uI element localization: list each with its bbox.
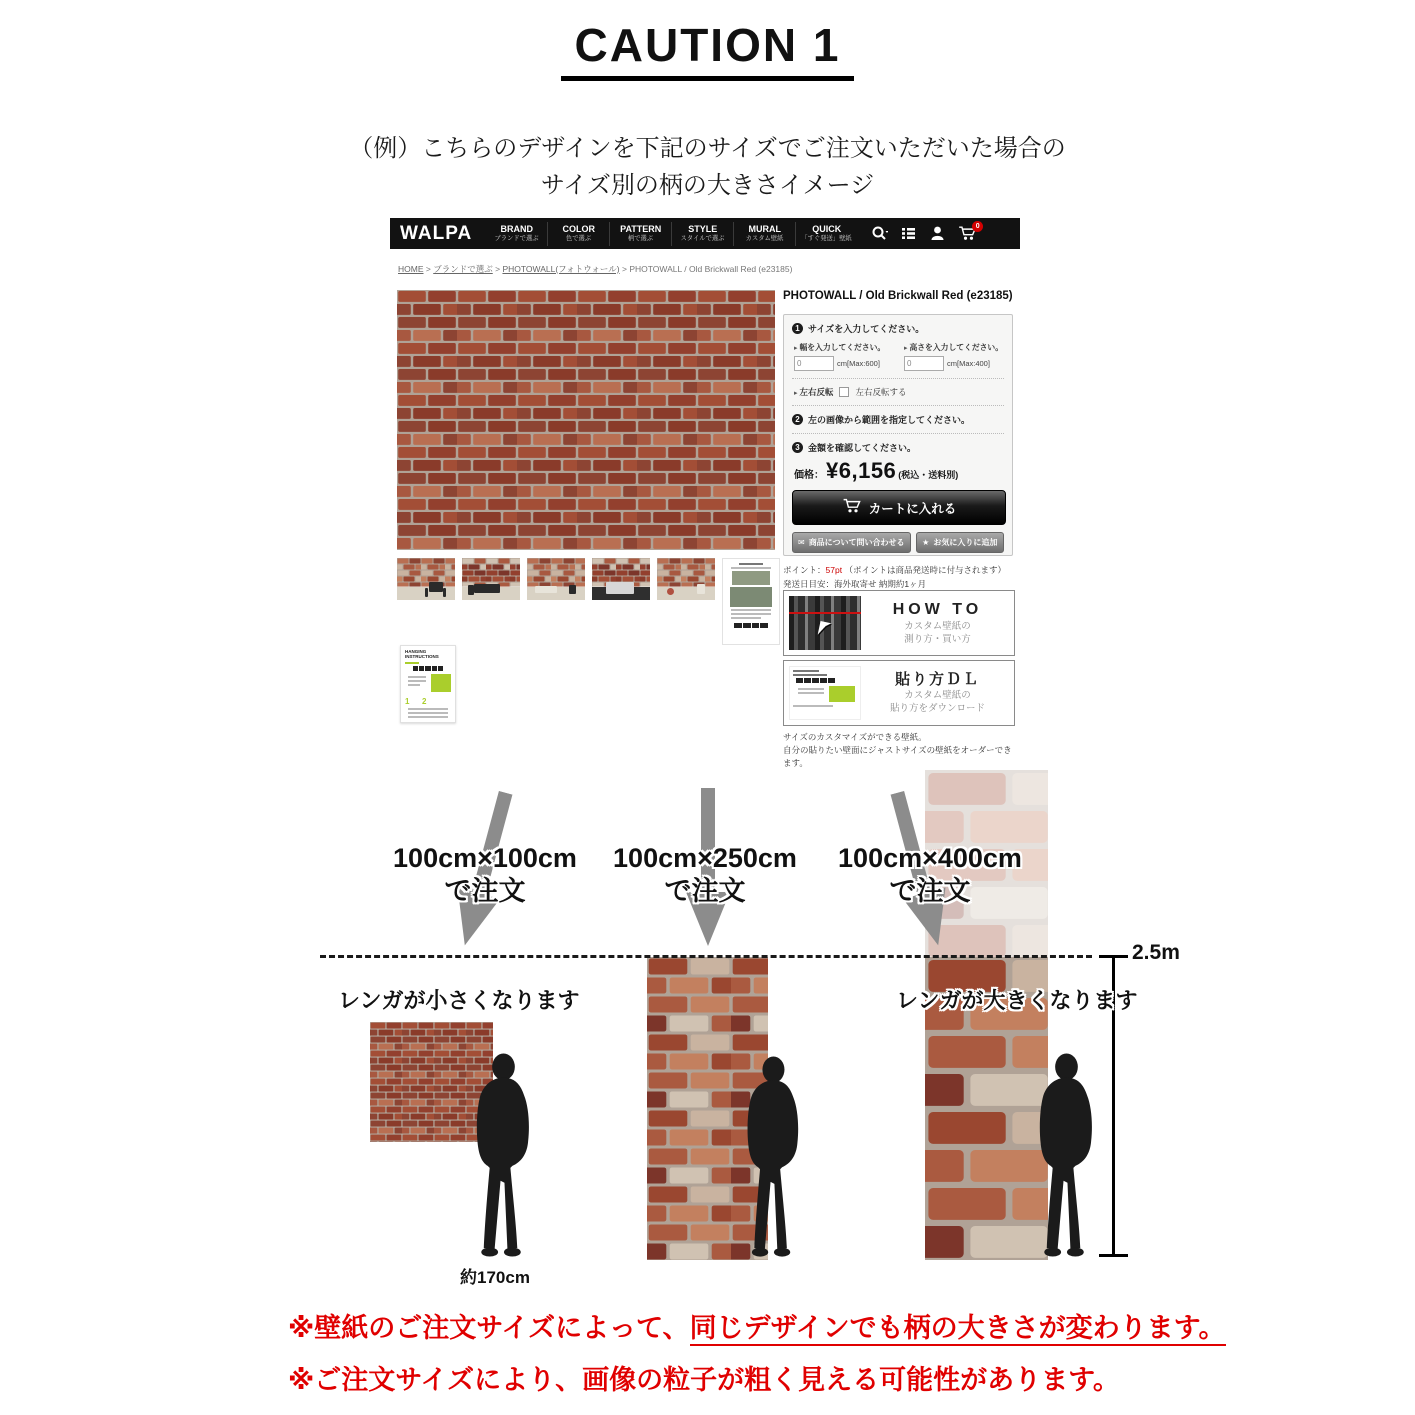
size-inputs-row — [794, 342, 1004, 371]
order-size-label-100: 100cm×100cm で注文 — [393, 843, 577, 906]
search-icon[interactable] — [871, 225, 888, 242]
add-to-cart-button[interactable]: カートに入れる — [792, 490, 1006, 525]
nav-item-style[interactable]: STYLE スタイルで選ぶ — [671, 222, 733, 246]
order-size-label-250: 100cm×250cm で注文 — [613, 843, 797, 906]
warning-line-2: ※ご注文サイズにより、画像の粒子が粗く見える可能性があります。 — [288, 1365, 1120, 1395]
dl-thumbnail — [789, 666, 861, 720]
product-description: サイズのカスタマイズができる壁紙。 自分の貼りたい壁面にジャストサイズの壁紙をオーダーできます。 — [783, 732, 1012, 768]
main-nav — [486, 218, 857, 249]
howto-banner[interactable]: HOW TO カスタム壁紙の 測り方・買い方 — [783, 590, 1015, 656]
nav-item-brand[interactable]: BRAND ブランドで選ぶ — [494, 223, 539, 242]
product-panel-column — [783, 290, 1015, 715]
user-icon[interactable] — [929, 225, 946, 242]
step-2-number: 2 — [792, 414, 803, 425]
warning-line-1: ※壁紙のご注文サイズによって、同じデザインでも柄の大きさが変わります。 — [288, 1306, 1226, 1345]
hanging-instructions-doc[interactable]: HANGING INSTRUCTIONS 1 2 — [400, 645, 456, 723]
subtitle-line-1: （例）こちらのデザインを下記のサイズでご注文いただいた場合の — [349, 135, 1066, 162]
ceiling-height-label: 2.5m — [1132, 941, 1180, 964]
howto-title: HOW TO — [892, 601, 983, 619]
flip-label: ▸ 左右反転 — [794, 387, 834, 397]
breadcrumb-photowall[interactable]: PHOTOWALL(フォトウォール) — [502, 264, 620, 274]
points-line: ポイント：57pt （ポイントは商品発送時に付与されます） — [783, 565, 1006, 575]
hanging-dl-banner[interactable]: 貼り方ＤＬ カスタム壁紙の 貼り方をダウンロード — [783, 660, 1015, 726]
size-order-thumbnail[interactable] — [722, 558, 780, 645]
ceiling-dashed-line — [320, 955, 1092, 958]
cart-icon[interactable] — [958, 223, 980, 242]
measure-cap-top — [1099, 955, 1128, 958]
product-title: PHOTOWALL / Old Brickwall Red (e23185) — [783, 290, 1013, 302]
walpa-logo[interactable]: WALPA — [400, 222, 473, 244]
step-3: 3 金額を確認してください。 — [792, 441, 1004, 454]
step-3-number: 3 — [792, 442, 803, 453]
room-thumbnail-5[interactable] — [657, 558, 715, 600]
price-label: 価格： — [794, 470, 824, 481]
width-label: ▸ 幅を入力してください。 — [794, 343, 886, 352]
step-1: 1 サイズを入力してください。 — [792, 322, 1004, 335]
nav-item-color[interactable]: COLOR 色で選ぶ — [547, 222, 609, 246]
order-size-label-400: 100cm×400cm で注文 — [838, 843, 1022, 906]
howto-thumbnail — [789, 596, 861, 650]
room-thumbnail-2[interactable] — [462, 558, 520, 600]
cart-button-icon — [842, 498, 862, 517]
mail-icon: ✉ — [797, 538, 805, 547]
product-main-image[interactable] — [397, 290, 775, 550]
room-thumbnail-4[interactable] — [592, 558, 650, 600]
secondary-buttons — [792, 532, 1004, 553]
star-icon: ★ — [922, 538, 930, 547]
inquiry-button[interactable]: ✉ 商品について問い合わせる — [792, 532, 911, 553]
price-value: ¥6,156 — [826, 458, 897, 483]
breadcrumb: HOME > ブランドで選ぶ > PHOTOWALL(フォトウォール) > PHOTOWALL / Old Brickwall Red (e23185) — [398, 264, 793, 274]
price-note: (税込・送料別) — [898, 470, 959, 480]
favorite-button[interactable]: ★ お気に入りに追加 — [916, 532, 1004, 553]
thumbnail-row — [397, 558, 780, 645]
nav-item-quick[interactable]: QUICK 「すぐ発送」壁紙 — [795, 222, 857, 246]
person-silhouette-2 — [738, 1055, 807, 1260]
person-silhouette-3 — [1030, 1052, 1101, 1260]
menu-list-icon[interactable] — [900, 225, 917, 242]
nav-item-pattern[interactable]: PATTERN 柄で選ぶ — [609, 222, 671, 246]
flip-checkbox[interactable] — [839, 387, 849, 397]
person-height-label: 約170cm — [460, 1268, 530, 1287]
dl-title: 貼り方ＤＬ — [894, 671, 980, 689]
height-label: ▸ 高さを入力してください。 — [904, 343, 1004, 352]
price-row — [794, 458, 1004, 484]
height-input[interactable] — [904, 356, 944, 371]
room-thumbnail-3[interactable] — [527, 558, 585, 600]
note-bricks-smaller: レンガが小さくなります — [338, 988, 580, 1013]
breadcrumb-current: PHOTOWALL / Old Brickwall Red (e23185) — [629, 264, 793, 274]
room-thumbnail-1[interactable] — [397, 558, 455, 600]
subtitle-line-2: サイズ別の柄の大きさイメージ — [540, 172, 875, 199]
header-icons — [871, 223, 980, 242]
measure-cap-bottom — [1099, 1254, 1128, 1257]
shop-screenshot — [390, 215, 1020, 768]
breadcrumb-brand[interactable]: ブランドで選ぶ — [433, 264, 493, 274]
points-value: 57pt — [825, 565, 843, 575]
nav-item-mural[interactable]: MURAL カスタム壁紙 — [733, 222, 795, 246]
flip-row — [794, 386, 1004, 398]
step-2: 2 左の画像から範囲を指定してください。 — [792, 413, 1004, 426]
step-1-number: 1 — [792, 323, 803, 334]
page-title: CAUTION 1 — [0, 18, 1415, 81]
width-input[interactable] — [794, 356, 834, 371]
width-unit: cm[Max:600] — [837, 359, 880, 368]
flip-checkbox-label: 左右反転する — [855, 387, 907, 397]
person-silhouette-1 — [467, 1052, 538, 1260]
order-panel — [783, 314, 1013, 556]
breadcrumb-home[interactable]: HOME — [398, 264, 424, 274]
height-unit: cm[Max:400] — [947, 359, 990, 368]
note-bricks-larger: レンガが大きくなります — [896, 988, 1138, 1013]
shop-header — [390, 218, 1020, 249]
cart-count-badge: 0 — [972, 221, 983, 232]
shipping-line: 発送日目安：海外取寄せ 納期約1ヶ月 — [783, 579, 927, 589]
